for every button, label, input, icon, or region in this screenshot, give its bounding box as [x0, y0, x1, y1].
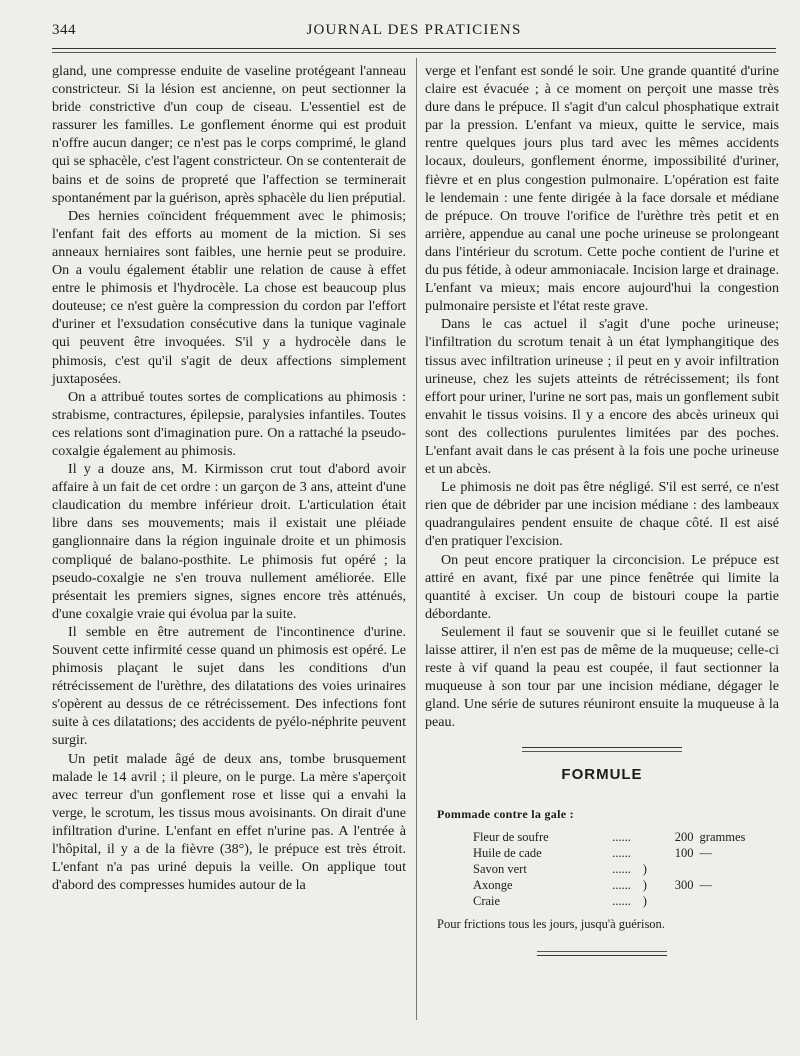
- leader-dots: ......: [612, 877, 631, 892]
- page-number: 344: [52, 22, 76, 38]
- paragraph: Il y a douze ans, M. Kirmisson crut tout d'abord avoir affaire à un fait de cet ordre : un garçon de 3 ans, atteint d'une claudication du membre inférieur droit. L'articulation était libre dans ses mouvements; mais il existait une pléiade ganglionnaire dans la région inguinale droite et un phimosis compliqué de balano-posthite. Le phimosis fut opéré ; la pseudo-coxalgie ne s'en trouva nullement améliorée. Elle présentait les premiers signes, signes encore très atténués, d'une coxalgie vraie qui évolua par la suite.: [52, 461, 406, 622]
- column-divider: [416, 58, 417, 1020]
- leader-dots: ......: [612, 893, 631, 908]
- formula-rule-top-thin: [522, 751, 682, 752]
- ingredient-brace: ): [642, 861, 647, 876]
- formula-usage: Pour frictions tous les jours, jusqu'à guérison.: [437, 916, 665, 931]
- ingredient-unit: —: [699, 877, 713, 892]
- formula-rule-bottom: [537, 955, 667, 956]
- ingredient-name: Savon vert: [473, 861, 527, 876]
- ingredient-list: [473, 829, 779, 909]
- ingredient-name: Axonge: [473, 877, 513, 892]
- ingredient-name: Huile de cade: [473, 845, 542, 860]
- ingredient-quantity: [654, 861, 694, 877]
- ingredient-quantity: 100: [674, 845, 694, 860]
- ingredient-row: [473, 893, 779, 909]
- ingredient-unit: [694, 861, 779, 877]
- leader-dots: ......: [612, 829, 631, 844]
- ingredient-unit: [694, 893, 779, 909]
- ingredient-brace: ): [642, 877, 647, 892]
- left-column: [52, 62, 406, 894]
- right-column: [425, 62, 779, 956]
- formula-rule-bottom-thin: [537, 951, 667, 952]
- ingredient-name: Craie: [473, 893, 501, 908]
- ingredient-name: Fleur de soufre: [473, 829, 549, 844]
- ingredient-row: [473, 829, 779, 845]
- paragraph: Dans le cas actuel il s'agit d'une poche urineuse; l'infiltration du scrotum tenait à un état lymphangitique des tissus avec infiltration urineuse ; il peut en y avoir infiltration urineuse, chez les sujets atteints de rétrécissement; ils font effort pour uriner, l'urine ne sort pas, mais un gonflement subit envahit le tissus voisins. Il y a encore des abcès urineux qui sont des collections purulentes limitées par des poches. L'enfant avait dans le cas présent à la fois une poche urineuse et un abcès.: [425, 316, 779, 478]
- paragraph: Seulement il faut se souvenir que si le feuillet cutané se laisse attirer, il n'en est pas de même de la muqueuse; celle-ci reste à vif quand la peau est coupée, il faut sectionner la muqueuse à son tour par une incision médiane, dégager le gland. Une série de sutures réuniront ensuite la muqueuse à la peau.: [425, 623, 779, 731]
- formula-rule-top: [522, 747, 682, 748]
- paragraph: On peut encore pratiquer la circoncision. Le prépuce est attiré en avant, fixé par une pince fenêtrée qui limite la quantité à exciser. Un coup de bistouri coupe la partie débordante.: [425, 551, 779, 622]
- ingredient-unit: —: [699, 845, 713, 860]
- formula-name: Pommade contre la gale :: [437, 806, 574, 821]
- ingredient-brace: [636, 829, 654, 845]
- formula-title: FORMULE: [561, 766, 643, 784]
- header-rule-thin: [52, 52, 776, 53]
- paragraph: Il semble en être autrement de l'incontinence d'urine. Souvent cette infirmité cesse quand un phimosis est opéré. Le phimosis plaçant le sujet dans les conditions d'un rétrécissement de l'urèthre, des dilatations des voies urinaires s'opèrent au dessus de ce rétrécissement. Des infections font suite à ces dilatations; des accidents de pyélo-néphrite peuvent surgir.: [52, 623, 406, 749]
- leader-dots: ......: [612, 845, 631, 860]
- paragraph: Un petit malade âgé de deux ans, tombe brusquement malade le 14 avril ; il pleure, on le purge. La mère s'aperçoit avec terreur d'un gonflement rose et lisse qui a envahi la verge, le scrotum, les tissus mous avoisinants. On dirait d'une infiltration d'urine. L'enfant en effet n'urine pas. A l'entrée à l'hôpital, il y a de la fièvre (38°), le prépuce est très étroit. L'enfant n'a pas uriné depuis la veille. On applique tout d'abord des compresses humides autour de la: [52, 750, 406, 894]
- ingredient-brace: [636, 845, 654, 861]
- paragraph: gland, une compresse enduite de vaseline protégeant l'anneau constricteur. Si la lésion est ancienne, on peut sectionner la bride constrictive d'un coup de ciseau. L'essentiel est de rassurer les familles. Le gonflement énorme qui est produit n'offre aucun danger; ce n'est pas le corps comprimé, le gland qui se sphacèle, c'est l'agent constricteur. On se contenterait de bains et de soins de propreté que l'affection se terminerait spontanément par la guérison, après sphacèle du lien préputial.: [52, 63, 406, 206]
- journal-title: JOURNAL DES PRATICIENS: [306, 22, 522, 38]
- ingredient-brace: ): [642, 893, 647, 908]
- ingredient-quantity: 200: [674, 829, 694, 844]
- page-header: [52, 22, 776, 46]
- header-rule: [52, 48, 776, 49]
- paragraph: On a attribué toutes sortes de complications au phimosis : strabisme, contractures, épilepsie, paralysies infantiles. Toutes ces relations sont d'imagination pure. On a rattaché la pseudo-coxalgie également au phimosis.: [52, 388, 406, 459]
- paragraph: Des hernies coïncident fréquemment avec le phimosis; l'enfant fait des efforts au moment de la miction. Si ses anneaux herniaires sont faibles, une hernie peut se produire. On a voulu également établir une relation de cause à effet entre le phimosis et l'hydrocèle. La chose est beaucoup plus douteuse; ce n'est guère la compression du cordon par l'effort d'uriner et l'exsudation consécutive dans la tunique vaginale qui peuvent être invoquées. S'il y a hydrocèle dans le phimosis, c'est qu'il s'agit de deux affections simplement juxtaposées.: [52, 207, 406, 387]
- leader-dots: ......: [612, 861, 631, 876]
- ingredient-quantity: [654, 893, 694, 909]
- ingredient-unit: grammes: [699, 829, 746, 844]
- ingredient-row: [473, 877, 779, 893]
- paragraph: Le phimosis ne doit pas être négligé. S'il est serré, ce n'est rien que de débrider par une incision médiane : des lambeaux quadrangulaires pendent ensuite de chaque côté. Il est aisé d'en pratiquer l'excision.: [425, 479, 779, 550]
- ingredient-row: [473, 845, 779, 861]
- paragraph: verge et l'enfant est sondé le soir. Une grande quantité d'urine claire est évacuée ; à ce moment on perçoit une masse très dure dans le prépuce. Il s'agit d'un calcul phosphatique extrait par la pression. L'enfant va mieux, quitte le service, mais rentre quelques jours plus tard avec les mêmes accidents locaux, douleurs, gonflement énorme, impossibilité d'uriner, fièvre et en plus congestion pulmonaire. L'opération est faite le lendemain : une fente dirigée à la face dorsale et médiane de prépuce. On trouve l'orifice de l'urèthre très petit et en arrière, appendue au canal une poche urineuse se prolongeant dans l'intérieur du scrotum. Cette poche contient de l'urine et du pus fétide, à odeur ammoniacale. Incision large et drainage. L'enfant va mieux; mais encore aujourd'hui la congestion pulmonaire persiste et l'état reste grave.: [425, 63, 779, 315]
- ingredient-row: [473, 861, 779, 877]
- ingredient-quantity: 300: [674, 877, 694, 892]
